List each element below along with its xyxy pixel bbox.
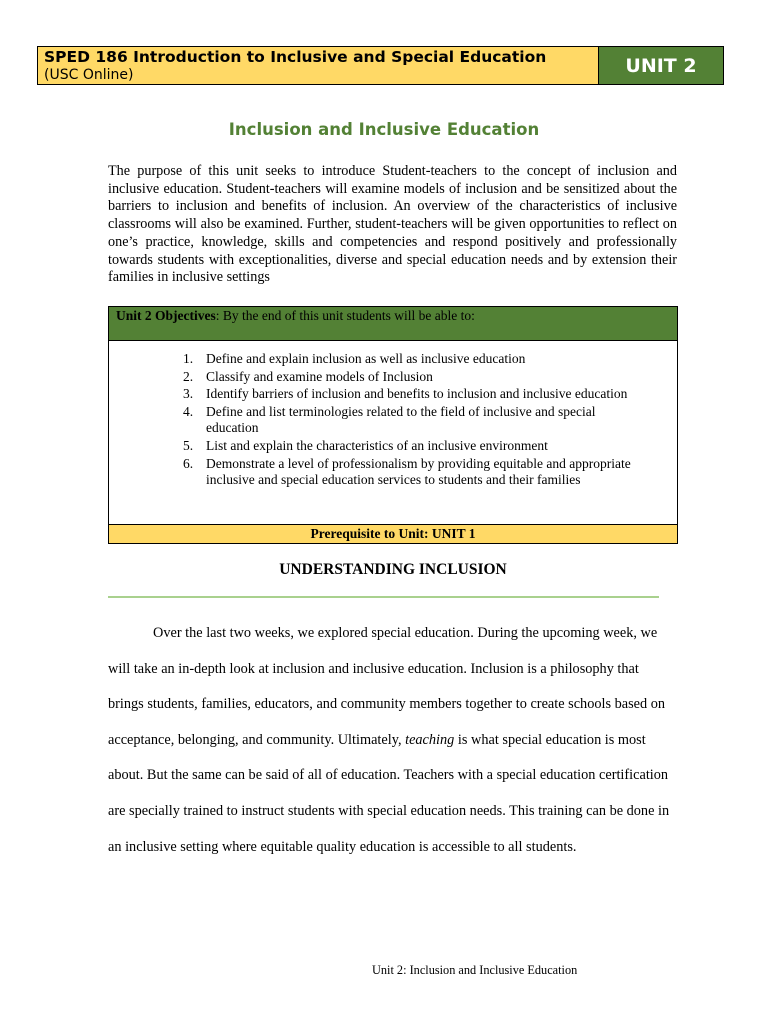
objective-item <box>183 404 643 437</box>
objectives-heading-text: : By the end of this unit students will be able to: <box>215 308 475 323</box>
body-text-part-2: is what special education is most about. But the same can be said of all of education. Teachers with a special education certification are specially trained to instruct students with special education needs. This training can be done in an inclusive setting where equitable quality education is accessible to all students. <box>108 731 670 855</box>
objective-text: Define and list terminologies related to the field of inclusive and special education <box>206 403 596 436</box>
course-title-block <box>38 47 599 84</box>
body-text-part-1: Over the last two weeks, we explored special education. During the upcoming week, we will take an in-depth look at inclusion and inclusive education. Inclusion is a philosophy that brings students, families, educators, and community members together to create schools based on acceptance, belonging, and community. Ultimately, <box>108 625 666 748</box>
body-paragraph <box>108 616 673 865</box>
unit-title: Inclusion and Inclusive Education <box>228 120 540 139</box>
objective-text: Classify and examine models of Inclusion <box>206 368 433 384</box>
objectives-list <box>183 351 643 490</box>
objective-text: List and explain the characteristics of an inclusive environment <box>206 437 548 453</box>
objective-text: Define and explain inclusion as well as inclusive education <box>206 351 526 366</box>
course-title: SPED 186 Introduction to Inclusive and Special Education <box>44 48 547 66</box>
objectives-box <box>108 306 678 544</box>
objectives-heading-label: Unit 2 Objectives <box>116 308 216 323</box>
objective-number: 5. <box>183 437 194 453</box>
section-divider <box>108 596 659 598</box>
page-footer: Unit 2: Inclusion and Inclusive Education <box>372 963 578 977</box>
intro-paragraph: The purpose of this unit seeks to introduce Student-teachers to the concept of inclusion and inclusive education. Student-teachers will examine models of inclusion and be sensitized about the barriers to inclusion and benefits of inclusion. An overview of the characteristics of inclusive classrooms will also be examined. Further, student-teachers will be given opportunities to reflect on one’s practice, knowledge, skills and competencies and respond positively and professionally towards students with exceptionalities, diverse and special education needs and by extension their families in inclusive settings <box>108 163 677 286</box>
prerequisite-bar: Prerequisite to Unit: UNIT 1 <box>109 524 677 543</box>
objective-number: 4. <box>183 403 194 419</box>
objective-number: 1. <box>183 351 194 366</box>
course-subtitle: (USC Online) <box>44 67 134 83</box>
objective-item <box>183 386 643 403</box>
unit-badge: UNIT 2 <box>599 47 723 84</box>
objective-item <box>183 456 643 489</box>
section-heading: UNDERSTANDING INCLUSION <box>279 561 507 578</box>
course-header <box>37 46 724 85</box>
objective-item <box>183 438 643 455</box>
objective-number: 3. <box>183 386 194 402</box>
objective-item <box>183 351 643 368</box>
objective-text: Demonstrate a level of professionalism by providing equitable and appropriate inclusive and special education services to students and their families <box>206 455 631 488</box>
objective-item <box>183 369 643 386</box>
objective-number: 2. <box>183 368 194 384</box>
objective-number: 6. <box>183 455 194 471</box>
body-emphasis: teaching <box>405 731 455 748</box>
objectives-heading <box>109 307 677 341</box>
objective-text: Identify barriers of inclusion and benefits to inclusion and inclusive education <box>206 386 628 402</box>
